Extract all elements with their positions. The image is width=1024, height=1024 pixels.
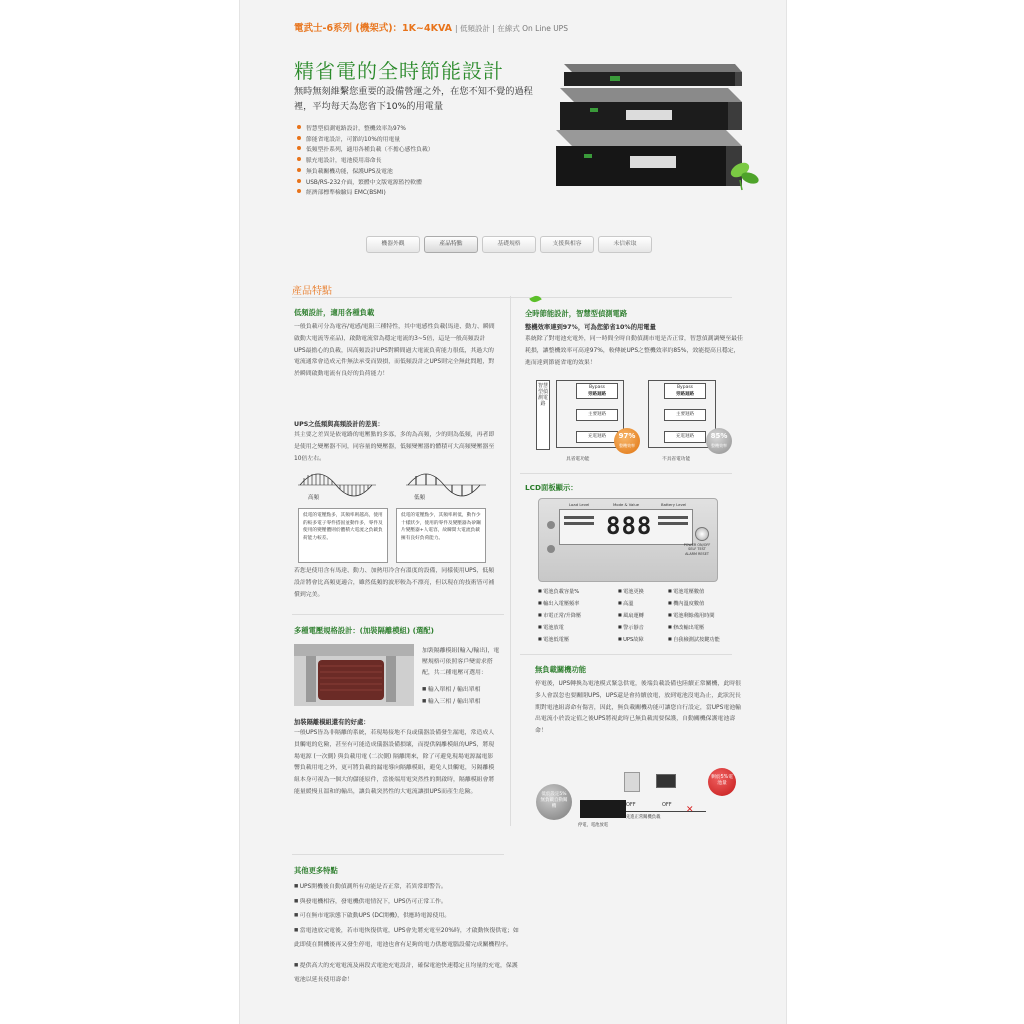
remaining-battery-badge: 剩於5%電池量 bbox=[708, 768, 736, 796]
lcd-indicator-item: ■ 修改輸出電壓 bbox=[668, 622, 748, 634]
ups-unit-icon bbox=[580, 800, 626, 818]
off-label-2: OFF bbox=[662, 802, 672, 808]
lcd-indicator-item: ■ 電池更換 bbox=[618, 586, 666, 598]
section-title: 產品特點 bbox=[292, 286, 332, 297]
isolation-module-text: 加裝隔離模組(輸入/輸出)，電壓規格可依照客戶變需求搭配，共二種電壓可選用： bbox=[422, 648, 500, 676]
low-frequency-note-box: 低電的電壓點少，其頻率則低，動作少十樣狀少，使用的零件及變壓器為矽鋼片變壓器+人電容，故瞬間大電流負載擁有良好負荷能力。 bbox=[396, 508, 486, 563]
hero-feature-list bbox=[297, 124, 434, 199]
page-content bbox=[239, 0, 787, 1024]
charge-circuit-box-a: 充電迴路 bbox=[576, 431, 618, 443]
no-load-shutdown-heading: 無負載關機功能 bbox=[535, 665, 587, 674]
low-frequency-paragraph: 一般負載可分為電容/電感/電阻三種特性，其中電感性負載(馬達、動力、瞬間啟動大電流等產品)，啟動電流常為穩定電流的3~5倍，這是一般高頻設計UPS最擔心的負載，因高頻設計UPS對瞬間過大電流負荷能力很低，其過大的電流通常會造成元件無法承受而毀損，而低頻設計之UPS則完全無此問題，對於瞬間啟動電流有良好的負荷能力！ bbox=[294, 324, 495, 378]
efficiency-label-a: 整機效率 bbox=[619, 443, 635, 448]
more-features-list bbox=[294, 880, 522, 988]
tab-bar bbox=[366, 236, 652, 253]
right-divider bbox=[520, 473, 732, 474]
feature-item: 智慧型偵測電路設計，整機效率為97% bbox=[297, 124, 434, 135]
more-features-heading: 其他更多特點 bbox=[294, 866, 338, 875]
connection-line bbox=[626, 811, 706, 812]
tab-request[interactable]: 未信索取 bbox=[598, 236, 652, 253]
feature-item: 低頻型扑系列，適用各種負載（不擔心感性負載） bbox=[297, 145, 434, 156]
laptop-icon bbox=[656, 774, 676, 788]
efficiency-diagram bbox=[536, 378, 746, 468]
efficiency-badge-85 bbox=[706, 428, 732, 454]
efficiency-value-a: 97% bbox=[618, 432, 636, 440]
lcd-mode-value-label: Mode & Value bbox=[613, 502, 640, 507]
lcd-screen bbox=[559, 509, 693, 545]
left-divider bbox=[292, 614, 504, 615]
lcd-indicator-item: ■ 輸出入電壓頻率 bbox=[538, 598, 616, 610]
ups-rack-unit-large bbox=[556, 130, 742, 186]
ups-rack-unit-small bbox=[564, 64, 742, 86]
lcd-load-bar bbox=[564, 516, 594, 519]
lcd-battery-bar bbox=[658, 522, 688, 525]
lcd-indicator-list bbox=[538, 586, 748, 646]
series-header bbox=[294, 20, 568, 34]
leaf-icon bbox=[530, 296, 541, 302]
low-frequency-label: 低頻 bbox=[414, 495, 426, 501]
disconnect-x-icon: ✕ bbox=[686, 805, 694, 815]
efficiency-value-b: 85% bbox=[710, 432, 728, 440]
lcd-indicator-item: ■ 電池電壓數值 bbox=[668, 586, 748, 598]
lcd-button-labels bbox=[679, 543, 715, 556]
feature-item: 節能省電設計，可節約10%的用電量 bbox=[297, 135, 434, 146]
isolation-option: ■ 輸入單相 / 輸出單相 bbox=[422, 684, 481, 696]
series-subtitle: | 低頻設計 | 在線式 On Line UPS bbox=[455, 24, 568, 33]
high-frequency-note-box: 低電的電壓點多，其頻率則越高，使用的較多電子零件搭固並動作多，零件及使用的變壓體則於體積大電流之負載負荷能力較差。 bbox=[298, 508, 388, 563]
isolation-benefit-paragraph: 一般UPS皆為非隔離的系統，若現場接地不良或儀器設備發生漏電，常造成人員觸電的危險，甚至有可能造成儀器設備損壞，而提供隔離模組的UPS，將現場電源 (一次側) 與負載用電 (二次側) 隔離開來，除了可避免現場電源漏電影響負載用電之外，更可將負載的漏電導向隔離模組，避免人員觸電，另隔離模組本身可視為一個大的儲能原件，當後端用電突然性的開啟時，隔離模組會將能量緩慢且溫和的輸出，讓負載突然性的大電流讓損UPS而產生危險。 bbox=[294, 730, 495, 795]
bypass-sub-label: 旁路迴路 bbox=[588, 392, 606, 397]
more-feature-item: ■ 與發電機相容，發電機供電情況下，UPS仍可正常工作。 bbox=[294, 895, 522, 910]
lcd-up-button[interactable] bbox=[547, 521, 555, 529]
high-frequency-label: 高頻 bbox=[308, 495, 320, 501]
isolation-option: ■ 輸入三相 / 輸出單相 bbox=[422, 696, 481, 708]
diagram-caption-b: 不具省電功能 bbox=[662, 457, 691, 462]
bypass-sub-label: 旁路迴路 bbox=[676, 392, 694, 397]
bypass-label: Bypass bbox=[588, 385, 606, 390]
charge-circuit-box-b: 充電迴路 bbox=[664, 431, 706, 443]
diagram-caption-a: 具省電功能 bbox=[566, 457, 590, 462]
series-title: 電武士-6系列 (機架式)：1K~4KVA bbox=[294, 23, 453, 34]
energy-saving-subheading: 整機效率達到97%，可為您節省10%的用電量 bbox=[525, 324, 656, 331]
lcd-indicator-item: ■ 電池放電 bbox=[538, 622, 616, 634]
more-feature-item: ■ UPS開機後自動偵測所有功能是否正常，若異常即警告。 bbox=[294, 880, 522, 895]
more-feature-item: ■ 當電池放完電後，若市電恢復供電，UPS會先將充電至20%時，才啟動恢復供電；如此即使在開機後再又發生停電，電池也會有足夠的電力供應電腦設備完成關機程序。 bbox=[294, 924, 522, 953]
isolation-module-image bbox=[294, 644, 414, 706]
section-divider bbox=[292, 297, 732, 298]
lcd-down-button[interactable] bbox=[547, 545, 555, 553]
bypass-label: Bypass bbox=[676, 385, 694, 390]
tab-specifications[interactable]: 基礎規格 bbox=[482, 236, 536, 253]
lcd-battery-bar bbox=[658, 516, 688, 519]
no-load-illustration bbox=[536, 768, 742, 834]
lcd-load-level-label: Load Level bbox=[569, 502, 590, 507]
lcd-indicator-item: ■ 電池低電壓 bbox=[538, 634, 616, 646]
frequency-difference-paragraph: 其主要之差異是依電路的電壓點的多寡，多的為高頻，少的則為低頻，再者即是使用之變壓器不同，同容量的變壓器，低頻變壓器的體積可大高頻變壓器至10倍左右。 bbox=[294, 432, 495, 462]
tab-appearance[interactable]: 機器外觀 bbox=[366, 236, 420, 253]
feature-item: 經濟部標準檢驗局 EMC(BSMI) bbox=[297, 188, 434, 199]
lcd-indicator-item: ■ 電池剩餘備用時間 bbox=[668, 610, 748, 622]
server-icon bbox=[624, 772, 640, 792]
column-divider bbox=[510, 296, 511, 826]
smart-detection-circuit-box: 智慧型偵測電路 bbox=[536, 380, 550, 450]
lcd-indicator-item: ■ 高溫 bbox=[618, 598, 666, 610]
lcd-indicator-item: ■ UPS故障 bbox=[618, 634, 666, 646]
efficiency-badge-97 bbox=[614, 428, 640, 454]
waveform-illustration bbox=[296, 469, 496, 499]
tab-compatibility[interactable]: 支援與相容 bbox=[540, 236, 594, 253]
no-load-shutdown-paragraph: 停電後，UPS轉換為電池模式緊急供電，後端負載設備也陸續正常關機，此時很多人會誤忽也要關閉UPS，UPS還是會持續放電，放到電池沒電為止，此狀況長期對電池組壽命有傷害，因此，無負載關機功能可讓您自行設定，當UPS電池輸出電流小於設定值之後UPS將視此時已無負載需要保護，自動關機保護電池壽命！ bbox=[535, 681, 741, 735]
main-circuit-box-a: 主要迴路 bbox=[576, 409, 618, 421]
lcd-indicator-item: ■ 自我檢測試按鍵功能 bbox=[668, 634, 748, 646]
lcd-indicator-item: ■ 市電正常/升降壓 bbox=[538, 610, 616, 622]
feature-item: 脈充電設計，電池使用壽命長 bbox=[297, 156, 434, 167]
lcd-indicator-item: ■ 電池負載容量% bbox=[538, 586, 616, 598]
bypass-box-b bbox=[664, 383, 706, 399]
main-circuit-box-b: 主要迴路 bbox=[664, 409, 706, 421]
lcd-self-test-label: SELF TEST bbox=[688, 547, 706, 552]
no-load-threshold-badge: 低於設定5%無負載自動關機 bbox=[536, 784, 572, 820]
isolation-option-list bbox=[422, 684, 481, 708]
frequency-difference-heading: UPS之低頻與高頻設計的差異： bbox=[294, 421, 384, 428]
energy-saving-paragraph: 系統除了對電池充電外，同一時間全時自動偵測市電是否正常，智慧偵測調變至最佳耗損，讓整機效率可高達97%，較傳統UPS之整機效率約85%，效能提高且穩定，進而達到節能省電的效果！ bbox=[525, 336, 743, 366]
ups-rack-unit-medium bbox=[560, 88, 742, 130]
motor-load-paragraph: 若您是使用含有馬達、動力、加熱用冷含有溫度的設備，同樣使用UPS，低頻設計將會比高頻更適合，雖然低頻的波形較為不漂亮，但以現在的技術皆可補償到完美。 bbox=[294, 568, 495, 598]
efficiency-label-b: 整機效率 bbox=[711, 443, 727, 448]
ups-product-image bbox=[550, 50, 760, 200]
left-divider-2 bbox=[292, 854, 504, 855]
more-feature-item: ■ 可在無市電狀態下啟動UPS (DC開機)，供應時電源使用。 bbox=[294, 909, 522, 924]
lcd-indicator-item: ■ 機內溫度數值 bbox=[668, 598, 748, 610]
lcd-alarm-reset-label: ALARM RESET bbox=[685, 551, 709, 556]
feature-item: USB/RS-232介面，繁體中文版電源監控軟體 bbox=[297, 178, 434, 189]
voltage-spec-heading: 多種電壓規格設計：(加裝隔離模組) (選配) bbox=[294, 626, 434, 635]
hero-title: 精省電的全時節能設計 bbox=[294, 59, 504, 83]
off-label-1: OFF bbox=[626, 802, 636, 808]
lcd-battery-level-label: Battery Level bbox=[661, 502, 687, 507]
lcd-indicator-item: ■ 風扇運轉 bbox=[618, 610, 666, 622]
hero-subtitle: 無時無刻維繫您重要的設備營運之外，在您不知不覺的過程裡，平均每天為您省下10%的用電量 bbox=[294, 86, 533, 112]
lcd-panel bbox=[538, 498, 718, 582]
low-frequency-heading: 低頻設計，適用各種負載 bbox=[294, 308, 375, 317]
right-divider-2 bbox=[520, 654, 732, 655]
isolation-benefit-heading: 加裝隔離模組還有的好處： bbox=[294, 719, 370, 726]
lcd-power-button[interactable] bbox=[695, 527, 709, 541]
tab-features[interactable]: 產品特點 bbox=[424, 236, 478, 253]
lcd-panel-heading: LCD面板顯示： bbox=[525, 483, 578, 492]
no-load-caption-load: 先進正常關機負載 bbox=[626, 815, 661, 820]
bypass-box-a bbox=[576, 383, 618, 399]
energy-saving-heading: 全時節能設計，智慧型偵測電路 bbox=[525, 309, 628, 318]
lcd-power-label: POWER ON/OFF bbox=[683, 543, 711, 547]
lcd-indicator-item: ■ 警示靜音 bbox=[618, 622, 666, 634]
no-load-caption-ups: 停電，電池放電 bbox=[578, 823, 609, 828]
lcd-digits: 888 bbox=[606, 512, 653, 540]
more-feature-item: ■ 提供高大的充電電流及兩段式電池充電設計，確保電池快速穩定且均量的充電，保護電池以延長使用壽命！ bbox=[294, 959, 522, 988]
feature-item: 無負載關機功能，保護UPS及電池 bbox=[297, 167, 434, 178]
lcd-load-bar bbox=[564, 522, 594, 525]
